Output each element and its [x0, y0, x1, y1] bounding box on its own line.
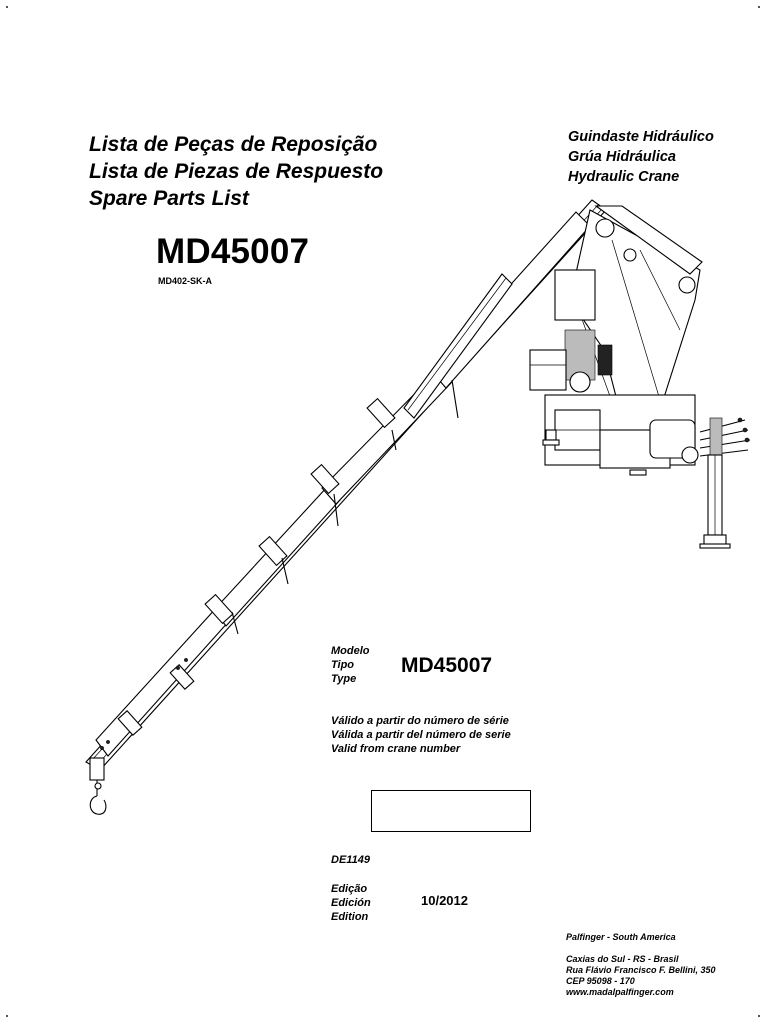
valid-from-es: Válida a partir del número de serie — [331, 729, 511, 741]
valid-from-pt: Válido a partir do número de série — [331, 715, 509, 727]
company-name: Palfinger - South America — [566, 932, 676, 942]
title-es: Lista de Piezas de Respuesto — [89, 160, 384, 183]
company-web: www.madalpalfinger.com — [566, 987, 674, 997]
model-label-pt: Modelo — [331, 645, 370, 657]
model-code: MD402-SK-A — [158, 276, 213, 286]
edition-label-en: Edition — [331, 911, 369, 923]
crane-type-pt: Guindaste Hidráulico — [568, 129, 714, 145]
title-en: Spare Parts List — [89, 187, 249, 210]
hook-icon — [90, 758, 106, 814]
company-city: Caxias do Sul - RS - Brasil — [566, 954, 679, 964]
serial-number-box — [371, 790, 531, 832]
model-value: MD45007 — [401, 654, 493, 677]
valid-from-en: Valid from crane number — [331, 743, 461, 755]
model-label-en: Type — [331, 673, 357, 685]
crane-base-icon — [543, 395, 750, 548]
company-cep: CEP 95098 - 170 — [566, 976, 635, 986]
title-pt: Lista de Peças de Reposição — [89, 133, 378, 156]
edition-value: 10/2012 — [421, 893, 468, 908]
model-title: MD45007 — [156, 232, 310, 271]
edition-label-es: Edición — [331, 897, 371, 909]
crane-type-en: Hydraulic Crane — [568, 169, 680, 185]
company-street: Rua Flávio Francisco F. Bellini, 350 — [566, 965, 716, 975]
doc-code: DE1149 — [331, 854, 370, 866]
model-label-es: Tipo — [331, 659, 355, 671]
edition-label-pt: Edição — [331, 883, 368, 895]
crane-type-es: Grúa Hidráulica — [568, 149, 676, 165]
